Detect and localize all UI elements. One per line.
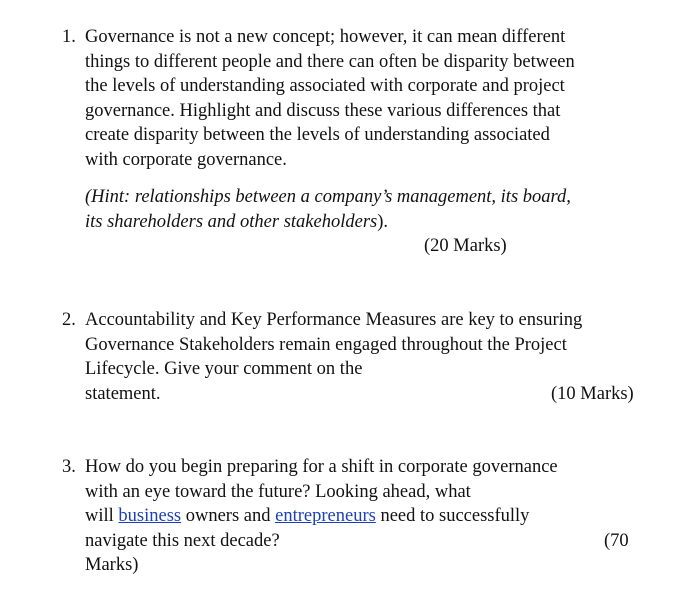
text-line: How do you begin preparing for a shift in corporate governance (85, 457, 558, 477)
text-segment: need to successfully (375, 506, 530, 526)
text-segment: will (85, 506, 119, 526)
text-line: Accountability and Key Performance Measures are key to ensuring (85, 310, 583, 330)
marks-label: (20 Marks) (424, 236, 507, 256)
text-line: Lifecycle. Give your comment on the (85, 359, 363, 379)
hint-line: (Hint: relationships between a company’s management, its board, (85, 187, 571, 207)
marks-label: (70 (604, 530, 629, 551)
question-number: 1. (62, 27, 76, 47)
text-line: Governance Stakeholders remain engaged throughout the Project (85, 334, 567, 355)
question-text (85, 25, 665, 172)
marks-label: (10 Marks) (551, 383, 634, 404)
hint-text: its shareholders and other stakeholders (85, 211, 378, 232)
text-line (85, 504, 665, 529)
entrepreneurs-link[interactable]: entrepreneurs (275, 506, 376, 526)
marks-label-continued: Marks) (85, 555, 139, 575)
text-line: create disparity between the levels of understanding associated (85, 125, 550, 145)
text-line: Governance is not a new concept; however, it can mean different (85, 27, 566, 47)
text-line: statement. (85, 383, 161, 404)
hint-line (85, 210, 665, 235)
text-line: governance. Highlight and discuss these various differences that (85, 100, 561, 121)
question-text (85, 455, 665, 578)
text-line: the levels of understanding associated with corporate and project (85, 76, 565, 96)
question-number: 2. (62, 310, 76, 330)
business-link[interactable]: business (118, 506, 182, 526)
text-line: navigate this next decade? (85, 530, 280, 551)
text-line: with an eye toward the future? Looking ahead, what (85, 481, 471, 502)
hint-close: ). (377, 211, 389, 232)
text-segment: owners and (181, 506, 276, 526)
text-line: things to different people and there can often be disparity between (85, 51, 575, 72)
text-line: with corporate governance. (85, 149, 287, 170)
question-number: 3. (62, 457, 76, 477)
